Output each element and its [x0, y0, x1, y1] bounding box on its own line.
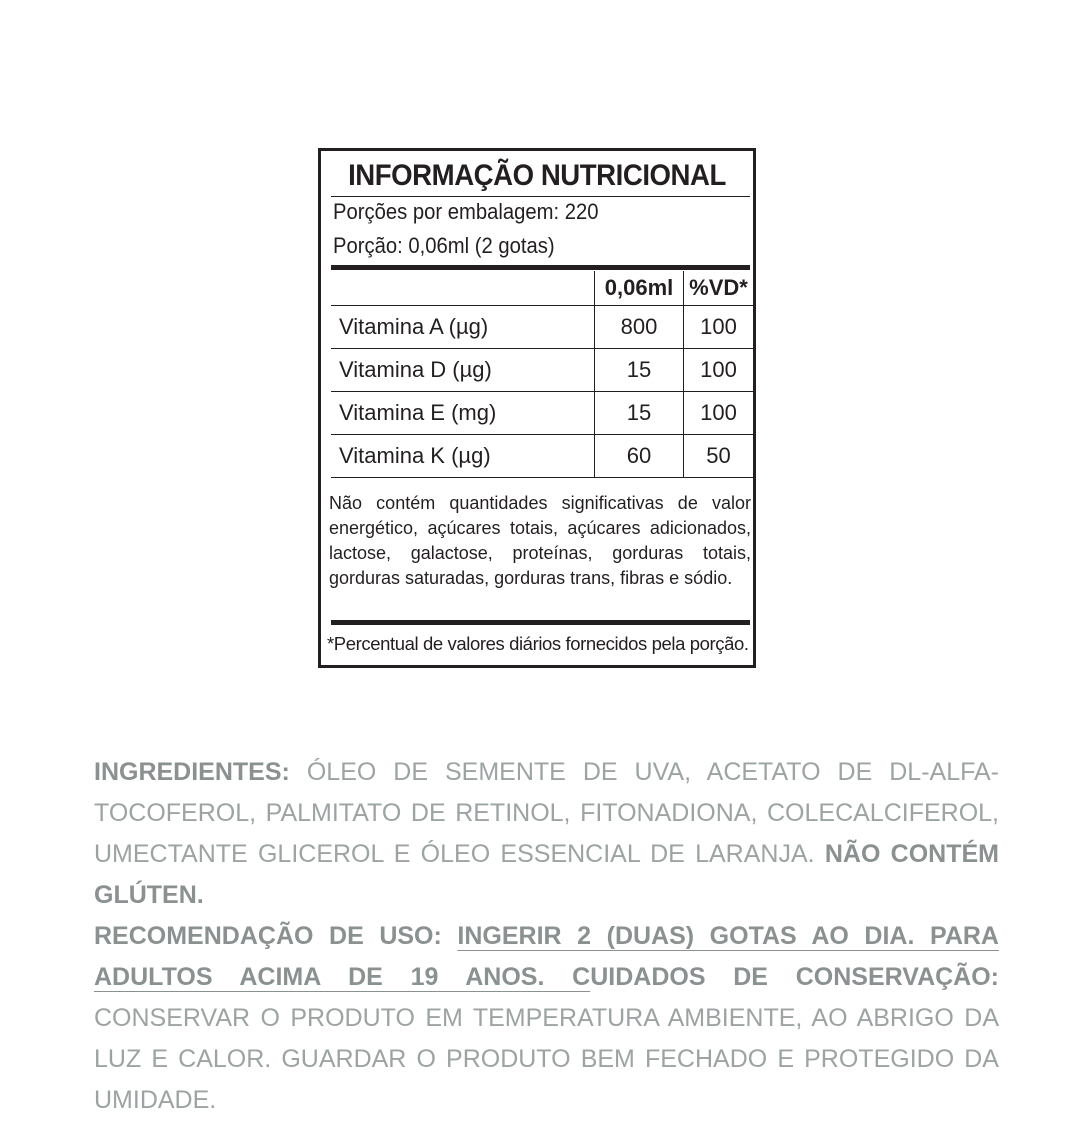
nutrient-amount: 15 — [595, 349, 684, 392]
nutrient-name: Vitamina K (µg) — [331, 435, 595, 478]
column-header-dv: %VD* — [684, 271, 754, 306]
ingredients-paragraph — [94, 752, 999, 916]
usage-instructions: INGERIR 2 (DUAS) GOTAS AO DIA. PARA ADULTOS ACIMA DE 19 ANOS. C — [94, 922, 999, 991]
ingredients-heading: INGREDIENTES: — [94, 758, 290, 786]
nutrient-name: Vitamina A (µg) — [331, 306, 595, 349]
nutrient-dv: 100 — [684, 306, 754, 349]
column-header-nutrient — [331, 271, 595, 306]
storage-instructions: CONSERVAR O PRODUTO EM TEMPERATURA AMBIENTE, AO ABRIGO DA LUZ E CALOR. GUARDAR O PRODUTO BEM FECHADO E PROTEGIDO DA UMIDADE. — [94, 1004, 999, 1114]
nutrient-amount: 15 — [595, 392, 684, 435]
label-title: INFORMAÇÃO NUTRICIONAL — [348, 159, 726, 192]
nutrient-table — [331, 271, 753, 478]
serving-size: Porção: 0,06ml (2 gotas) — [333, 233, 555, 258]
nutrient-dv: 100 — [684, 392, 754, 435]
nutrient-amount: 60 — [595, 435, 684, 478]
usage-heading: RECOMENDAÇÃO DE USO: — [94, 922, 442, 950]
nutrition-note: Não contém quantidades significativas de valor energético, açúcares totais, açúcares adicionados, lactose, galactose, proteínas, gorduras totais, gorduras saturadas, gorduras trans, fibras e sódio. — [329, 493, 751, 588]
nutrient-amount: 800 — [595, 306, 684, 349]
table-row — [331, 392, 753, 435]
table-row — [331, 349, 753, 392]
gluten-statement: NÃO CONTÉM GLÚTEN. — [94, 840, 1000, 909]
table-row — [331, 435, 753, 478]
column-header-amount: 0,06ml — [595, 271, 684, 306]
servings-per-package: Porções por embalagem: 220 — [333, 199, 599, 224]
table-header-row — [331, 271, 753, 306]
nutrient-dv: 50 — [684, 435, 754, 478]
nutrient-name: Vitamina D (µg) — [331, 349, 595, 392]
nutrition-facts-label — [318, 148, 756, 668]
divider-thick — [331, 265, 750, 270]
daily-value-footnote: *Percentual de valores diários fornecidos pela porção. — [327, 633, 749, 654]
ingredients-list: ÓLEO DE SEMENTE DE UVA, ACETATO DE DL-ALFA-TOCOFEROL, PALMITATO DE RETINOL, FITONADIONA, COLECALCIFEROL, UMECTANTE GLICEROL E ÓLEO ESSENCIAL DE LARANJA. — [94, 758, 999, 868]
nutrient-name: Vitamina E (mg) — [331, 392, 595, 435]
nutrient-dv: 100 — [684, 349, 754, 392]
storage-heading: UIDADOS DE CONSERVAÇÃO: — [590, 963, 999, 991]
table-row — [331, 306, 753, 349]
divider-thick — [331, 620, 750, 625]
divider — [331, 196, 750, 197]
usage-paragraph — [94, 916, 999, 1121]
product-info-text — [94, 752, 999, 1121]
